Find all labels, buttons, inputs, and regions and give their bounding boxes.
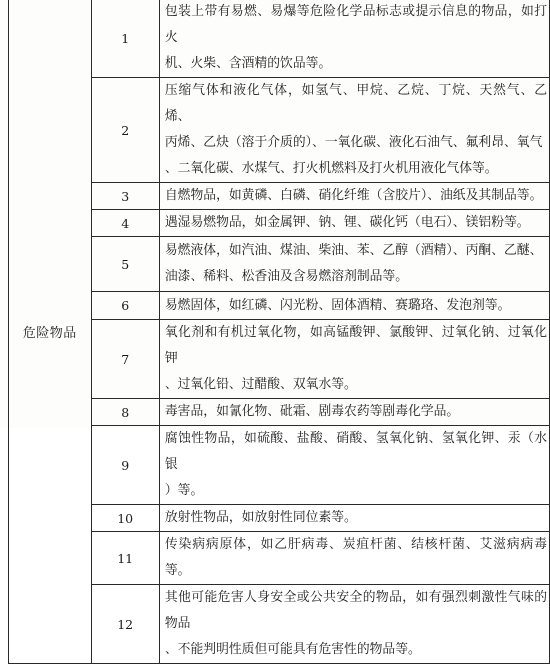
item-description: 自燃物品，如黄磷、白磷、硝化纤维（含胶片）、油纸及其制品等。	[164, 188, 543, 203]
item-number-cell	[91, 237, 159, 292]
item-number-cell	[91, 399, 159, 426]
item-description-cell	[159, 532, 549, 585]
item-number: 9	[121, 457, 130, 473]
item-description-cell	[159, 237, 549, 292]
item-number: 6	[121, 298, 130, 313]
item-number-cell	[91, 585, 159, 664]
item-description: 包装上带有易燃、易爆等危险化学品标志或提示信息的物品，如打火 机、火柴、含酒精的饮品等。	[164, 4, 547, 71]
table-row	[9, 0, 550, 78]
item-number-cell	[91, 426, 159, 505]
item-number: 7	[121, 351, 130, 367]
item-description: 易燃固体，如红磷、闪光粉、固体酒精、赛璐珞、发泡剂等。	[164, 297, 511, 313]
item-description-cell	[159, 78, 549, 183]
item-description: 毒害品，如氰化物、砒霜、剧毒农药等剧毒化学品。	[164, 404, 460, 419]
table-body	[9, 0, 550, 664]
item-number-cell	[91, 505, 159, 532]
item-description-cell	[159, 505, 549, 532]
item-number-cell	[91, 320, 159, 399]
item-description: 遇湿易燃物品，如金属钾、钠、锂、碳化钙（电石）、镁铝粉等。	[164, 215, 530, 230]
item-number: 11	[117, 550, 134, 566]
item-number-cell	[91, 292, 159, 320]
item-description: 压缩气体和液化气体，如氢气、甲烷、乙烷、丁烷、天然气、乙烯、 丙烯、乙炔（溶于介质的）、一氧化碳、液化石油气、氟利昂、氧气 、二氧化碳、水煤气、打火机燃料及打火机用液化气体等。	[164, 83, 547, 176]
item-number: 12	[117, 616, 134, 632]
item-number-cell	[91, 532, 159, 585]
item-number: 8	[121, 404, 130, 420]
item-description-cell	[159, 320, 549, 399]
hazard-items-table	[8, 0, 550, 664]
item-number: 3	[121, 188, 130, 204]
item-description: 传染病病原体，如乙肝病毒、炭疽杆菌、结核杆菌、艾滋病病毒等。	[164, 537, 547, 578]
item-number: 2	[121, 122, 130, 138]
item-number-cell	[91, 0, 159, 78]
category-cell	[9, 0, 92, 664]
item-description-cell	[159, 292, 549, 320]
item-number: 4	[121, 215, 130, 231]
item-number-cell	[91, 78, 159, 183]
item-description: 放射性物品，如放射性同位素等。	[164, 510, 357, 525]
item-description-cell	[159, 399, 549, 426]
category-label: 危险物品	[22, 325, 77, 341]
item-number-cell	[91, 210, 159, 237]
item-number-cell	[91, 183, 159, 210]
item-description: 其他可能危害人身安全或公共安全的物品，如有强烈刺激性气味的物品 、不能判明性质但可能具有危害性的物品等。	[164, 590, 547, 657]
item-number: 10	[117, 510, 134, 526]
item-description-cell	[159, 585, 549, 664]
item-description-cell	[159, 0, 549, 78]
item-number: 5	[121, 256, 130, 272]
item-description-cell	[159, 183, 549, 210]
item-description-cell	[159, 426, 549, 505]
item-description: 易燃液体，如汽油、煤油、柴油、苯、乙醇（酒精）、丙酮、乙醚、 油漆、稀料、松香油及含易燃溶剂制品等。	[164, 243, 543, 284]
item-description: 腐蚀性物品，如硫酸、盐酸、硝酸、氢氧化钠、氢氧化钾、汞（水银 ）等。	[164, 431, 547, 498]
item-number: 1	[121, 30, 130, 46]
item-description: 氧化剂和有机过氧化物，如高锰酸钾、氯酸钾、过氧化钠、过氧化钾 、过氧化铅、过醋酸、双氧水等。	[164, 325, 547, 392]
item-description-cell	[159, 210, 549, 237]
